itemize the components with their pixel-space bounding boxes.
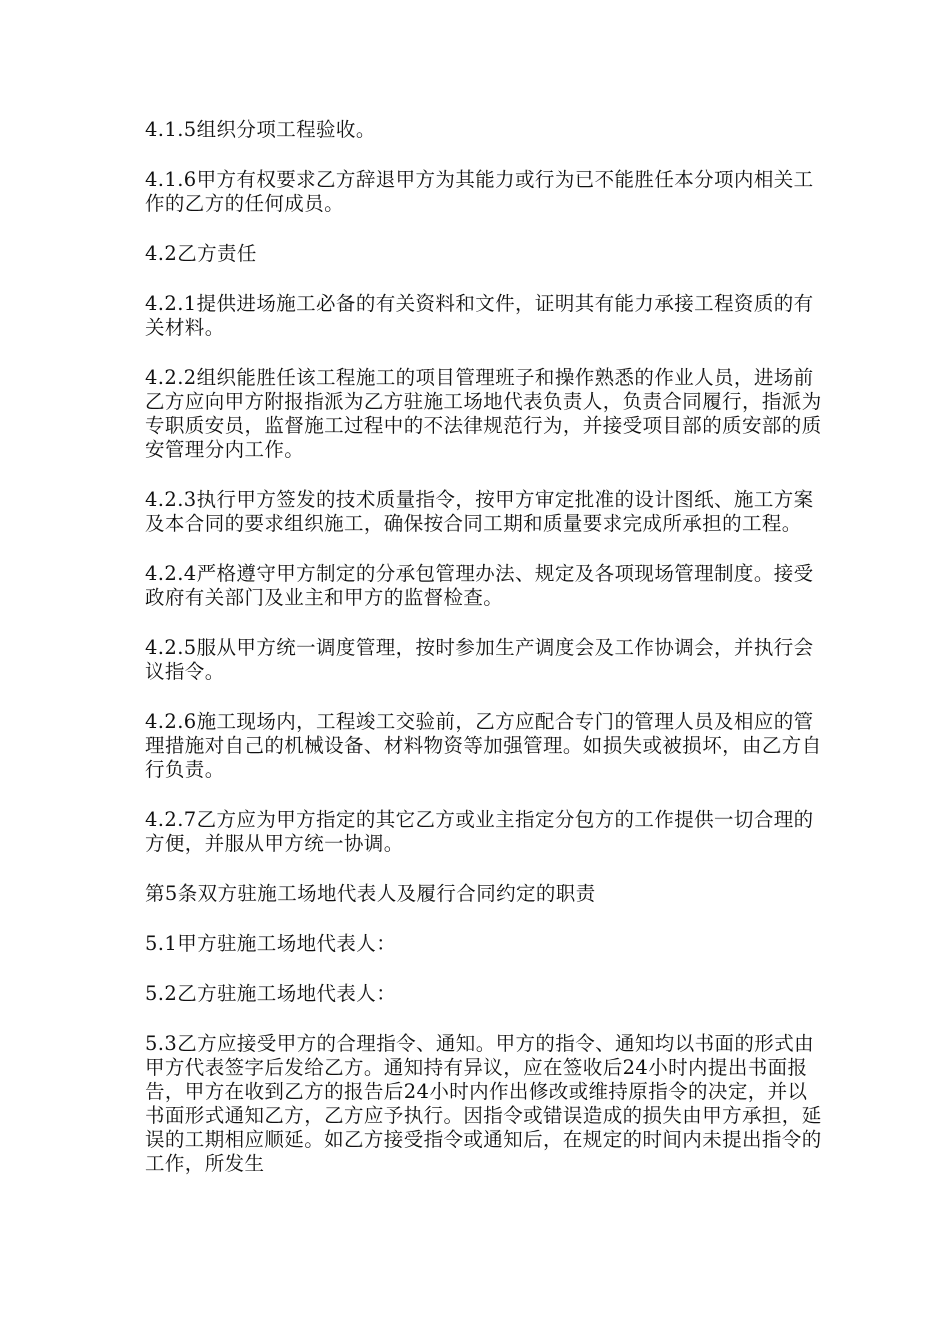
clause-5-3: 5.3乙方应接受甲方的合理指令、通知。甲方的指令、通知均以书面的形式由甲方代表签字后发给乙方。通知持有异议，应在签收后24小时内提出书面报告，甲方在收到乙方的报告后24小时内作出修改或维持原指令的决定，并以书面形式通知乙方，乙方应予执行。因指令或错误造成的损失由甲方承担，延误的工期相应顺延。如乙方接受指令或通知后，在规定的时间内未提出指令的工作，所发生 (145, 1032, 822, 1175)
clause-4-2-4: 4.2.4严格遵守甲方制定的分承包管理办法、规定及各项现场管理制度。接受政府有关部门及业主和甲方的监督检查。 (145, 562, 814, 609)
clause-4-2-6: 4.2.6施工现场内，工程竣工交验前，乙方应配合专门的管理人员及相应的管理措施对自己的机械设备、材料物资等加强管理。如损失或被损坏，由乙方自行负责。 (145, 710, 822, 781)
clause-5-1: 5.1甲方驻施工场地代表人： (145, 932, 397, 955)
clause-5-2: 5.2乙方驻施工场地代表人： (145, 982, 397, 1005)
clause-4-2-5: 4.2.5服从甲方统一调度管理，按时参加生产调度会及工作协调会，并执行会议指令。 (145, 636, 814, 683)
clause-4-1-5: 4.1.5组织分项工程验收。 (145, 118, 376, 141)
clause-4-2-3: 4.2.3执行甲方签发的技术质量指令，按甲方审定批准的设计图纸、施工方案及本合同的要求组织施工，确保按合同工期和质量要求完成所承担的工程。 (145, 488, 814, 535)
section-4-2-heading: 4.2乙方责任 (145, 242, 257, 265)
document-body (145, 118, 825, 1176)
clause-4-2-2: 4.2.2组织能胜任该工程施工的项目管理班子和操作熟悉的作业人员，进场前乙方应向甲方附报指派为乙方驻施工场地代表负责人，负责合同履行，指派为专职质安员，监督施工过程中的不法律规范行为，并接受项目部的质安部的质安管理分内工作。 (145, 366, 822, 461)
article-5-heading: 第5条双方驻施工场地代表人及履行合同约定的职责 (145, 882, 596, 905)
clause-4-2-1: 4.2.1提供进场施工必备的有关资料和文件，证明其有能力承接工程资质的有关材料。 (145, 292, 814, 339)
clause-4-2-7: 4.2.7乙方应为甲方指定的其它乙方或业主指定分包方的工作提供一切合理的方便，并服从甲方统一协调。 (145, 808, 814, 855)
clause-4-1-6: 4.1.6甲方有权要求乙方辞退甲方为其能力或行为已不能胜任本分项内相关工作的乙方的任何成员。 (145, 168, 814, 215)
